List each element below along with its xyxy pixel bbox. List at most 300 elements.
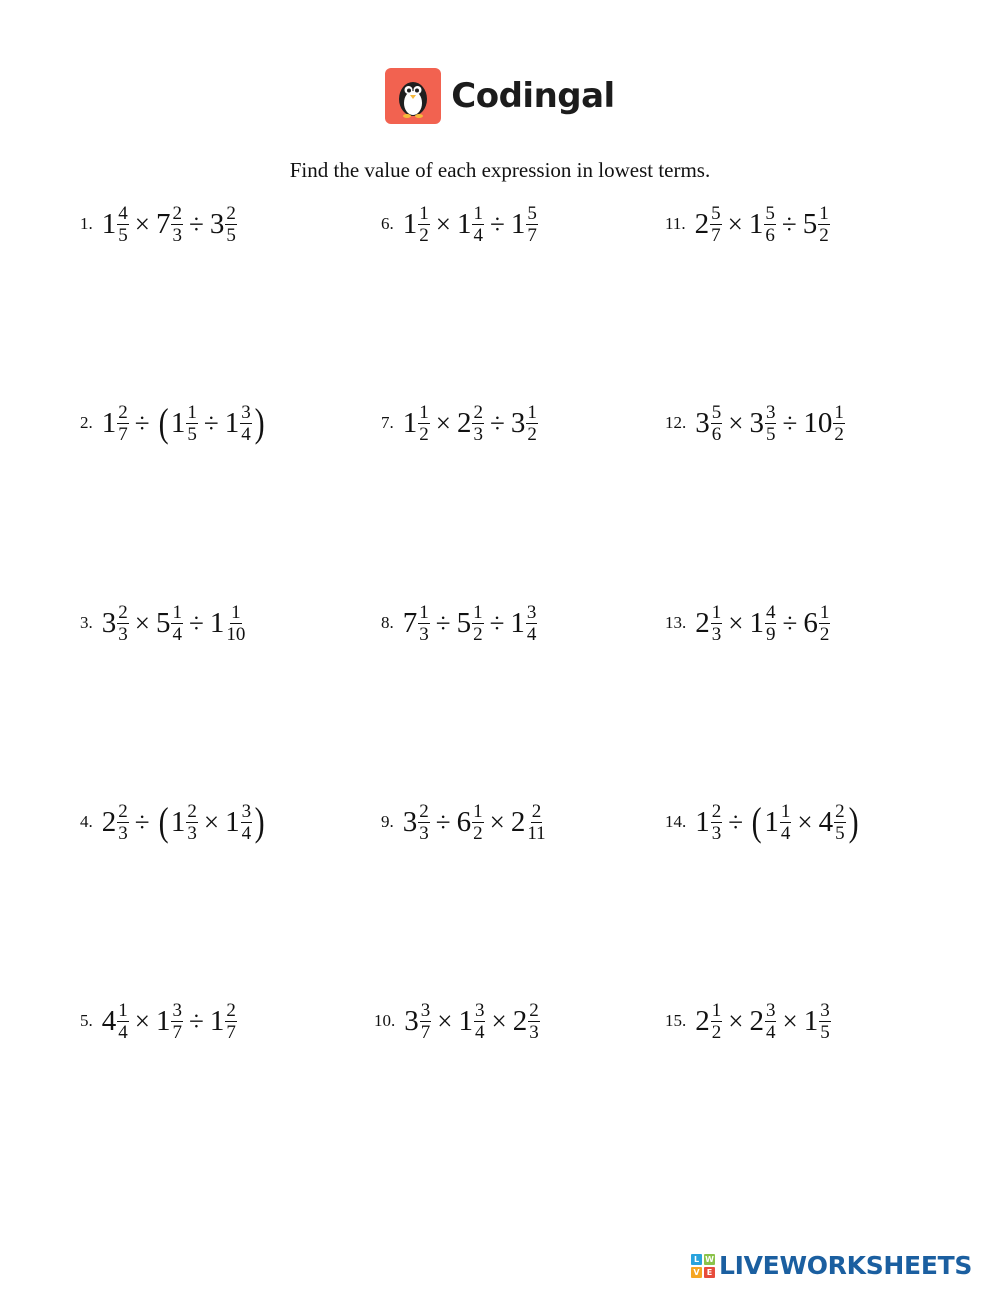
problem-11: [665, 199, 830, 249]
denominator: 4: [765, 1021, 776, 1043]
divide-operator: ÷: [489, 407, 505, 438]
fraction: [711, 603, 723, 644]
multiply-operator: ×: [728, 1005, 744, 1036]
mixed-number: [102, 802, 129, 843]
mixed-number: [695, 204, 722, 245]
whole-part: 1: [101, 207, 117, 240]
numerator: 1: [780, 800, 791, 822]
mixed-number: [210, 1001, 237, 1042]
problem-number: 11.: [665, 214, 686, 233]
numerator: 4: [118, 202, 128, 224]
fraction: [117, 603, 129, 644]
whole-part: 5: [155, 606, 171, 639]
whole-part: 3: [402, 805, 418, 838]
divide-operator: ÷: [489, 208, 505, 239]
numerator: 2: [531, 800, 542, 822]
expression: [102, 204, 237, 245]
multiply-operator: ×: [489, 806, 505, 837]
whole-part: 3: [404, 1004, 419, 1037]
multiply-operator: ×: [134, 607, 150, 638]
mixed-number: [156, 204, 183, 245]
mixed-number: [695, 802, 722, 843]
numerator: 1: [711, 999, 722, 1021]
liveworksheets-icon-tile: E: [704, 1267, 715, 1278]
whole-part: 1: [748, 207, 764, 240]
fraction: [418, 204, 430, 245]
divide-operator: ÷: [435, 607, 451, 638]
problem-2: [80, 398, 267, 448]
mixed-number: [171, 802, 198, 843]
mixed-number: [102, 204, 129, 245]
divide-operator: ÷: [134, 407, 150, 438]
mixed-number: [511, 403, 538, 444]
mixed-number: [803, 603, 830, 644]
numerator: 3: [474, 999, 485, 1021]
denominator: 4: [526, 623, 537, 645]
problem-number: 15.: [665, 1011, 687, 1030]
numerator: 2: [529, 999, 539, 1021]
problem-number: 8.: [381, 613, 394, 632]
problem-13: [665, 598, 830, 648]
whole-part: 5: [456, 606, 472, 639]
expression: [403, 204, 538, 245]
mixed-number: [403, 403, 430, 444]
denominator: 3: [118, 623, 128, 645]
divide-operator: ÷: [188, 208, 204, 239]
fraction: [834, 802, 846, 843]
divide-operator: ÷: [782, 607, 798, 638]
whole-part: 1: [458, 1004, 473, 1037]
fraction: [171, 603, 183, 644]
mixed-number: [102, 403, 129, 444]
whole-part: 3: [101, 606, 117, 639]
denominator: 4: [172, 623, 182, 645]
numerator: 1: [819, 601, 830, 623]
problem-4: [80, 797, 267, 847]
fraction: [711, 802, 723, 843]
multiply-operator: ×: [728, 607, 744, 638]
whole-part: 4: [101, 1004, 117, 1037]
divide-operator: ÷: [203, 407, 219, 438]
whole-part: 1: [803, 1004, 819, 1037]
expression: [403, 403, 538, 444]
multiply-operator: ×: [491, 1005, 507, 1036]
whole-part: 4: [818, 805, 834, 838]
whole-part: 3: [209, 207, 225, 240]
fraction: [528, 1001, 540, 1042]
problem-7: [381, 398, 538, 448]
problem-15: [665, 996, 831, 1046]
divide-operator: ÷: [188, 607, 204, 638]
numerator: 1: [834, 401, 844, 423]
brand-name: Codingal: [451, 76, 615, 116]
problem-9: [381, 797, 547, 847]
numerator: 1: [172, 601, 182, 623]
numerator: 1: [419, 601, 429, 623]
fraction: [833, 403, 845, 444]
problem-number: 12.: [665, 413, 687, 432]
expression: [102, 1001, 237, 1042]
multiply-operator: ×: [435, 208, 451, 239]
expression: [403, 603, 538, 644]
fraction: [472, 403, 484, 444]
expression: [101, 400, 267, 445]
whole-part: 5: [802, 207, 818, 240]
expression: [102, 603, 247, 644]
whole-part: 1: [695, 805, 710, 838]
numerator: 3: [526, 601, 537, 623]
mixed-number: [695, 603, 722, 644]
fraction: [764, 204, 776, 245]
expression: [695, 1001, 830, 1042]
fraction: [418, 403, 430, 444]
fraction: [526, 603, 538, 644]
mixed-number: [210, 603, 247, 644]
whole-part: 3: [749, 406, 764, 439]
fraction: [711, 1001, 723, 1042]
numerator: 3: [241, 401, 251, 423]
divide-operator: ÷: [728, 806, 744, 837]
numerator: 2: [118, 601, 128, 623]
numerator: 1: [527, 401, 537, 423]
numerator: 1: [419, 202, 429, 224]
denominator: 2: [711, 1021, 722, 1043]
whole-part: 2: [510, 805, 526, 838]
mixed-number: [749, 403, 776, 444]
whole-part: 2: [749, 1004, 764, 1037]
whole-part: 2: [694, 207, 710, 240]
numerator: 2: [419, 800, 429, 822]
whole-part: 1: [510, 606, 525, 639]
denominator: 7: [711, 224, 721, 246]
fraction: [171, 1001, 183, 1042]
whole-part: 1: [510, 207, 526, 240]
whole-part: 2: [512, 1004, 528, 1037]
numerator: 1: [819, 202, 829, 224]
denominator: 3: [711, 822, 722, 844]
fraction: [474, 1001, 486, 1042]
mixed-number: [403, 603, 430, 644]
fraction: [526, 802, 546, 843]
denominator: 5: [820, 1021, 830, 1043]
numerator: 1: [231, 601, 241, 623]
fraction: [472, 603, 484, 644]
mixed-number: [225, 802, 252, 843]
problem-number: 13.: [665, 613, 687, 632]
numerator: 2: [473, 401, 483, 423]
denominator: 4: [241, 423, 251, 445]
close-paren: ): [254, 400, 265, 445]
expression: [403, 802, 547, 843]
mixed-number: [749, 204, 776, 245]
multiply-operator: ×: [134, 208, 150, 239]
expression: [695, 403, 845, 444]
whole-part: 7: [402, 606, 418, 639]
denominator: 4: [473, 224, 483, 246]
problem-number: 2.: [80, 413, 93, 432]
whole-part: 1: [225, 805, 240, 838]
divide-operator: ÷: [489, 607, 505, 638]
numerator: 1: [473, 800, 483, 822]
penguin-icon: [385, 68, 441, 124]
mixed-number: [803, 403, 845, 444]
instructions: Find the value of each expression in lowest terms.: [289, 158, 711, 182]
fraction: [225, 204, 237, 245]
mixed-number: [513, 1001, 540, 1042]
divide-operator: ÷: [781, 208, 797, 239]
mixed-number: [511, 204, 538, 245]
multiply-operator: ×: [437, 1005, 453, 1036]
problem-number: 5.: [80, 1011, 93, 1030]
numerator: 5: [711, 202, 721, 224]
fraction: [472, 802, 484, 843]
liveworksheets-icon-tile: V: [691, 1267, 702, 1278]
problem-6: [381, 199, 538, 249]
numerator: 2: [187, 800, 197, 822]
expression: [695, 799, 861, 844]
whole-part: 1: [155, 1004, 171, 1037]
mixed-number: [819, 802, 846, 843]
divide-operator: ÷: [782, 407, 798, 438]
problem-10: [374, 996, 540, 1046]
numerator: 1: [187, 401, 197, 423]
multiply-operator: ×: [727, 208, 743, 239]
mixed-number: [457, 204, 484, 245]
numerator: 3: [420, 999, 431, 1021]
whole-part: 2: [101, 805, 117, 838]
fraction: [710, 204, 722, 245]
fraction: [418, 802, 430, 843]
denominator: 5: [118, 224, 128, 246]
denominator: 7: [226, 1021, 236, 1043]
denominator: 4: [241, 822, 252, 844]
divide-operator: ÷: [188, 1005, 204, 1036]
fraction: [765, 603, 777, 644]
multiply-operator: ×: [782, 1005, 798, 1036]
problem-8: [381, 598, 537, 648]
close-paren: ): [254, 799, 265, 844]
whole-part: 2: [695, 606, 710, 639]
whole-part: 2: [456, 406, 472, 439]
fraction: [765, 1001, 777, 1042]
whole-part: 2: [695, 1004, 710, 1037]
numerator: 4: [765, 601, 776, 623]
mixed-number: [511, 802, 547, 843]
denominator: 11: [527, 822, 546, 844]
open-paren: (: [158, 799, 169, 844]
denominator: 3: [419, 822, 429, 844]
numerator: 2: [118, 800, 128, 822]
fraction: [780, 802, 792, 843]
fraction: [526, 403, 538, 444]
multiply-operator: ×: [797, 806, 813, 837]
fraction: [819, 603, 831, 644]
denominator: 2: [473, 822, 483, 844]
problem-number: 14.: [665, 812, 687, 831]
open-paren: (: [751, 799, 762, 844]
denominator: 2: [527, 423, 537, 445]
denominator: 3: [187, 822, 197, 844]
numerator: 2: [835, 800, 845, 822]
problem-5: [80, 996, 237, 1046]
numerator: 2: [172, 202, 182, 224]
liveworksheets-icon-tile: W: [705, 1254, 714, 1264]
whole-part: 6: [456, 805, 472, 838]
numerator: 3: [172, 999, 182, 1021]
problem-12: [665, 398, 845, 448]
liveworksheets-logo-text: LIVEWORKSHEETS: [719, 1251, 973, 1280]
denominator: 2: [819, 224, 829, 246]
mixed-number: [510, 603, 537, 644]
denominator: 2: [419, 224, 429, 246]
fraction: [225, 603, 246, 644]
problem-number: 10.: [374, 1011, 396, 1030]
fraction: [472, 204, 484, 245]
mixed-number: [695, 403, 722, 444]
mixed-number: [102, 1001, 129, 1042]
denominator: 3: [419, 623, 429, 645]
fraction: [818, 204, 830, 245]
denominator: 4: [780, 822, 791, 844]
expression: [695, 204, 830, 245]
denominator: 4: [474, 1021, 485, 1043]
mixed-number: [404, 1001, 431, 1042]
denominator: 5: [187, 423, 197, 445]
whole-part: 1: [402, 406, 418, 439]
denominator: 4: [118, 1021, 128, 1043]
mixed-number: [695, 1001, 722, 1042]
whole-part: 1: [170, 406, 186, 439]
problem-14: [665, 797, 861, 847]
denominator: 5: [765, 423, 776, 445]
liveworksheets-icon: [691, 1254, 715, 1278]
whole-part: 10: [803, 406, 833, 439]
multiply-operator: ×: [203, 806, 220, 837]
denominator: 7: [420, 1021, 431, 1043]
expression: [404, 1001, 539, 1042]
numerator: 3: [820, 999, 830, 1021]
problem-number: 9.: [381, 812, 394, 831]
numerator: 5: [711, 401, 722, 423]
fraction: [526, 204, 538, 245]
mixed-number: [749, 1001, 776, 1042]
denominator: 3: [529, 1021, 539, 1043]
numerator: 2: [711, 800, 722, 822]
mixed-number: [102, 603, 129, 644]
fraction: [117, 403, 129, 444]
denominator: 2: [473, 623, 483, 645]
fraction: [186, 802, 198, 843]
mixed-number: [403, 802, 430, 843]
denominator: 7: [527, 224, 537, 246]
denominator: 6: [711, 423, 722, 445]
open-paren: (: [158, 400, 169, 445]
fraction: [711, 403, 723, 444]
mixed-number: [156, 1001, 183, 1042]
whole-part: 3: [510, 406, 526, 439]
denominator: 3: [473, 423, 483, 445]
divide-operator: ÷: [134, 806, 150, 837]
fraction: [117, 204, 129, 245]
mixed-number: [457, 403, 484, 444]
numerator: 2: [226, 202, 236, 224]
mixed-number: [457, 603, 484, 644]
denominator: 10: [226, 623, 246, 645]
denominator: 5: [835, 822, 845, 844]
problem-number: 1.: [80, 214, 93, 233]
whole-part: 1: [402, 207, 418, 240]
whole-part: 1: [209, 1004, 225, 1037]
whole-part: 1: [209, 606, 225, 639]
whole-part: 3: [695, 406, 710, 439]
mixed-number: [749, 603, 776, 644]
problem-number: 4.: [80, 812, 93, 831]
denominator: 2: [834, 423, 844, 445]
numerator: 1: [118, 999, 128, 1021]
denominator: 3: [711, 623, 722, 645]
expression: [695, 603, 830, 644]
multiply-operator: ×: [728, 407, 744, 438]
problem-number: 3.: [80, 613, 93, 632]
fraction: [240, 403, 252, 444]
numerator: 2: [118, 401, 128, 423]
mixed-number: [156, 603, 183, 644]
fraction: [420, 1001, 432, 1042]
multiply-operator: ×: [435, 407, 451, 438]
whole-part: 1: [764, 805, 779, 838]
fraction: [117, 802, 129, 843]
expression: [101, 799, 268, 844]
fraction: [117, 1001, 129, 1042]
numerator: 1: [473, 601, 483, 623]
footer-logo[interactable]: [691, 1251, 972, 1280]
fraction: [171, 204, 183, 245]
numerator: 5: [765, 202, 775, 224]
mixed-number: [458, 1001, 485, 1042]
denominator: 3: [118, 822, 128, 844]
numerator: 2: [226, 999, 236, 1021]
whole-part: 1: [101, 406, 117, 439]
mixed-number: [225, 403, 252, 444]
liveworksheets-icon-tile: L: [691, 1254, 702, 1265]
numerator: 5: [527, 202, 537, 224]
denominator: 7: [118, 423, 128, 445]
denominator: 9: [765, 623, 776, 645]
whole-part: 1: [456, 207, 472, 240]
multiply-operator: ×: [134, 1005, 150, 1036]
fraction: [418, 603, 430, 644]
whole-part: 1: [749, 606, 764, 639]
mixed-number: [457, 802, 484, 843]
denominator: 7: [172, 1021, 182, 1043]
problem-3: [80, 598, 246, 648]
denominator: 3: [172, 224, 182, 246]
denominator: 2: [419, 423, 429, 445]
mixed-number: [804, 1001, 831, 1042]
mixed-number: [403, 204, 430, 245]
fraction: [241, 802, 253, 843]
fraction: [186, 403, 198, 444]
problem-number: 7.: [381, 413, 394, 432]
numerator: 3: [765, 401, 776, 423]
whole-part: 7: [155, 207, 171, 240]
mixed-number: [171, 403, 198, 444]
numerator: 3: [241, 800, 252, 822]
whole-part: 6: [803, 606, 818, 639]
problem-1: [80, 199, 237, 249]
fraction: [765, 403, 777, 444]
mixed-number: [210, 204, 237, 245]
